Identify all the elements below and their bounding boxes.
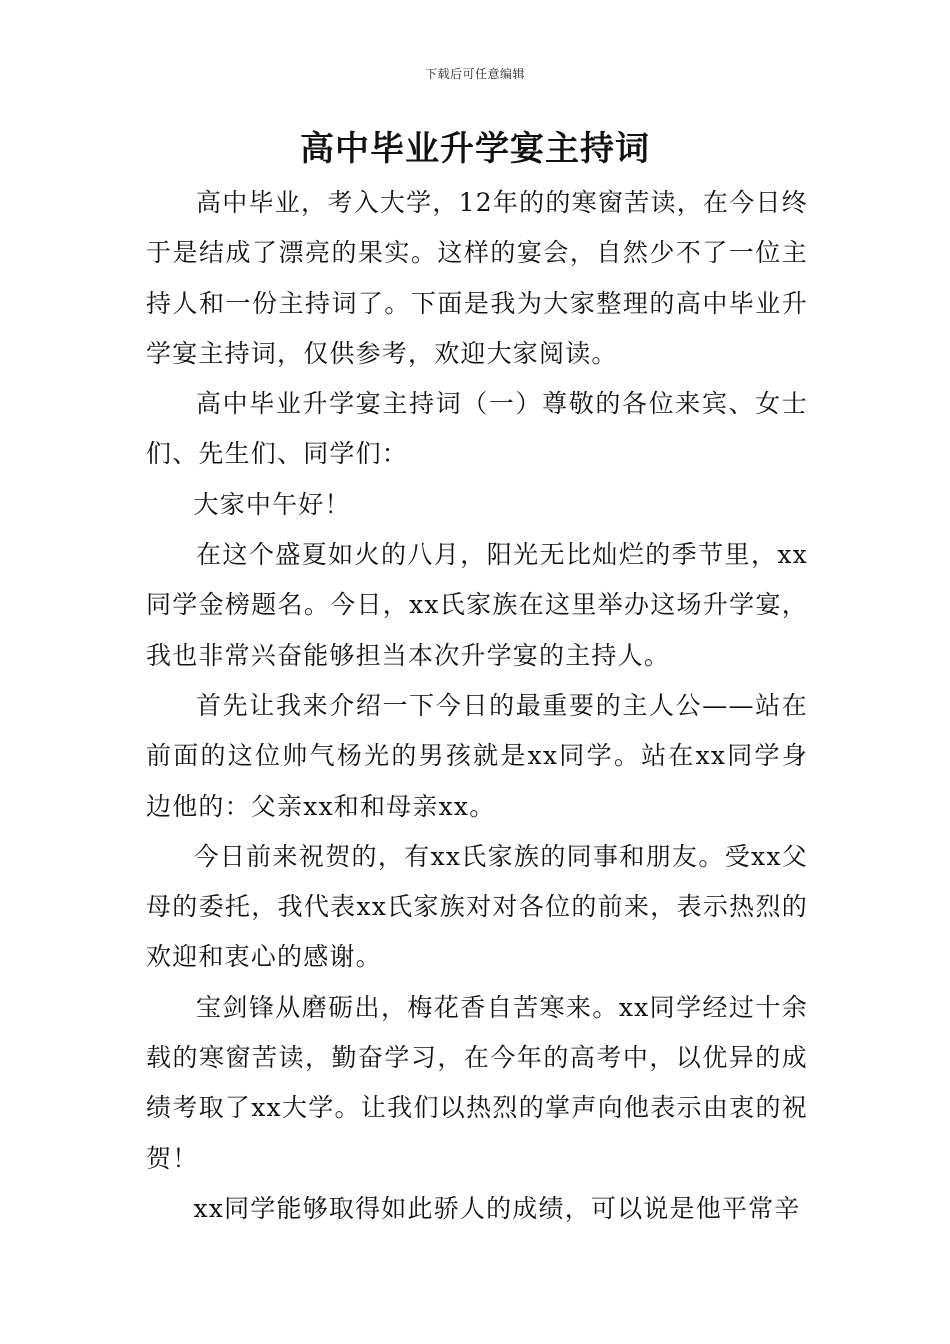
document-body [146,178,808,1234]
paragraph-achievement: xx同学能够取得如此骄人的成绩，可以说是他平常辛 [193,1193,801,1223]
paragraph-congratulate: 宝剑锋从磨砺出，梅花香自苦寒来。xx同学经过十余载的寒窗苦读，勤奋学习，在今年的高考中，以优异的成绩考取了xx大学。让我们以热烈的掌声向他表示由衷的祝贺！ [146,992,808,1173]
paragraph-welcome: 今日前来祝贺的，有xx氏家族的同事和朋友。受xx父母的委托，我代表xx氏家族对对各位的前来，表示热烈的欢迎和衷心的感谢。 [146,841,808,972]
document-title: 高中毕业升学宴主持词 [300,129,650,169]
paragraph-good-noon: 大家中午好！ [193,489,351,519]
paragraph-intro: 高中毕业，考入大学，12年的的寒窗苦读，在今日终于是结成了漂亮的果实。这样的宴会，自然少不了一位主持人和一份主持词了。下面是我为大家整理的高中毕业升学宴主持词，仅供参考，欢迎大家阅读。 [146,188,808,368]
header-note: 下载后可任意编辑 [424,67,525,81]
paragraph-introduce-host: 首先让我来介绍一下今日的最重要的主人公——站在前面的这位帅气杨光的男孩就是xx同学。站在xx同学身边他的：父亲xx和和母亲xx。 [146,690,808,821]
paragraph-summer: 在这个盛夏如火的八月，阳光无比灿烂的季节里，xx同学金榜题名。今日，xx氏家族在这里举办这场升学宴，我也非常兴奋能够担当本次升学宴的主持人。 [146,540,808,670]
paragraph-greeting-heading: 高中毕业升学宴主持词（一）尊敬的各位来宾、女士们、先生们、同学们： [146,389,808,469]
